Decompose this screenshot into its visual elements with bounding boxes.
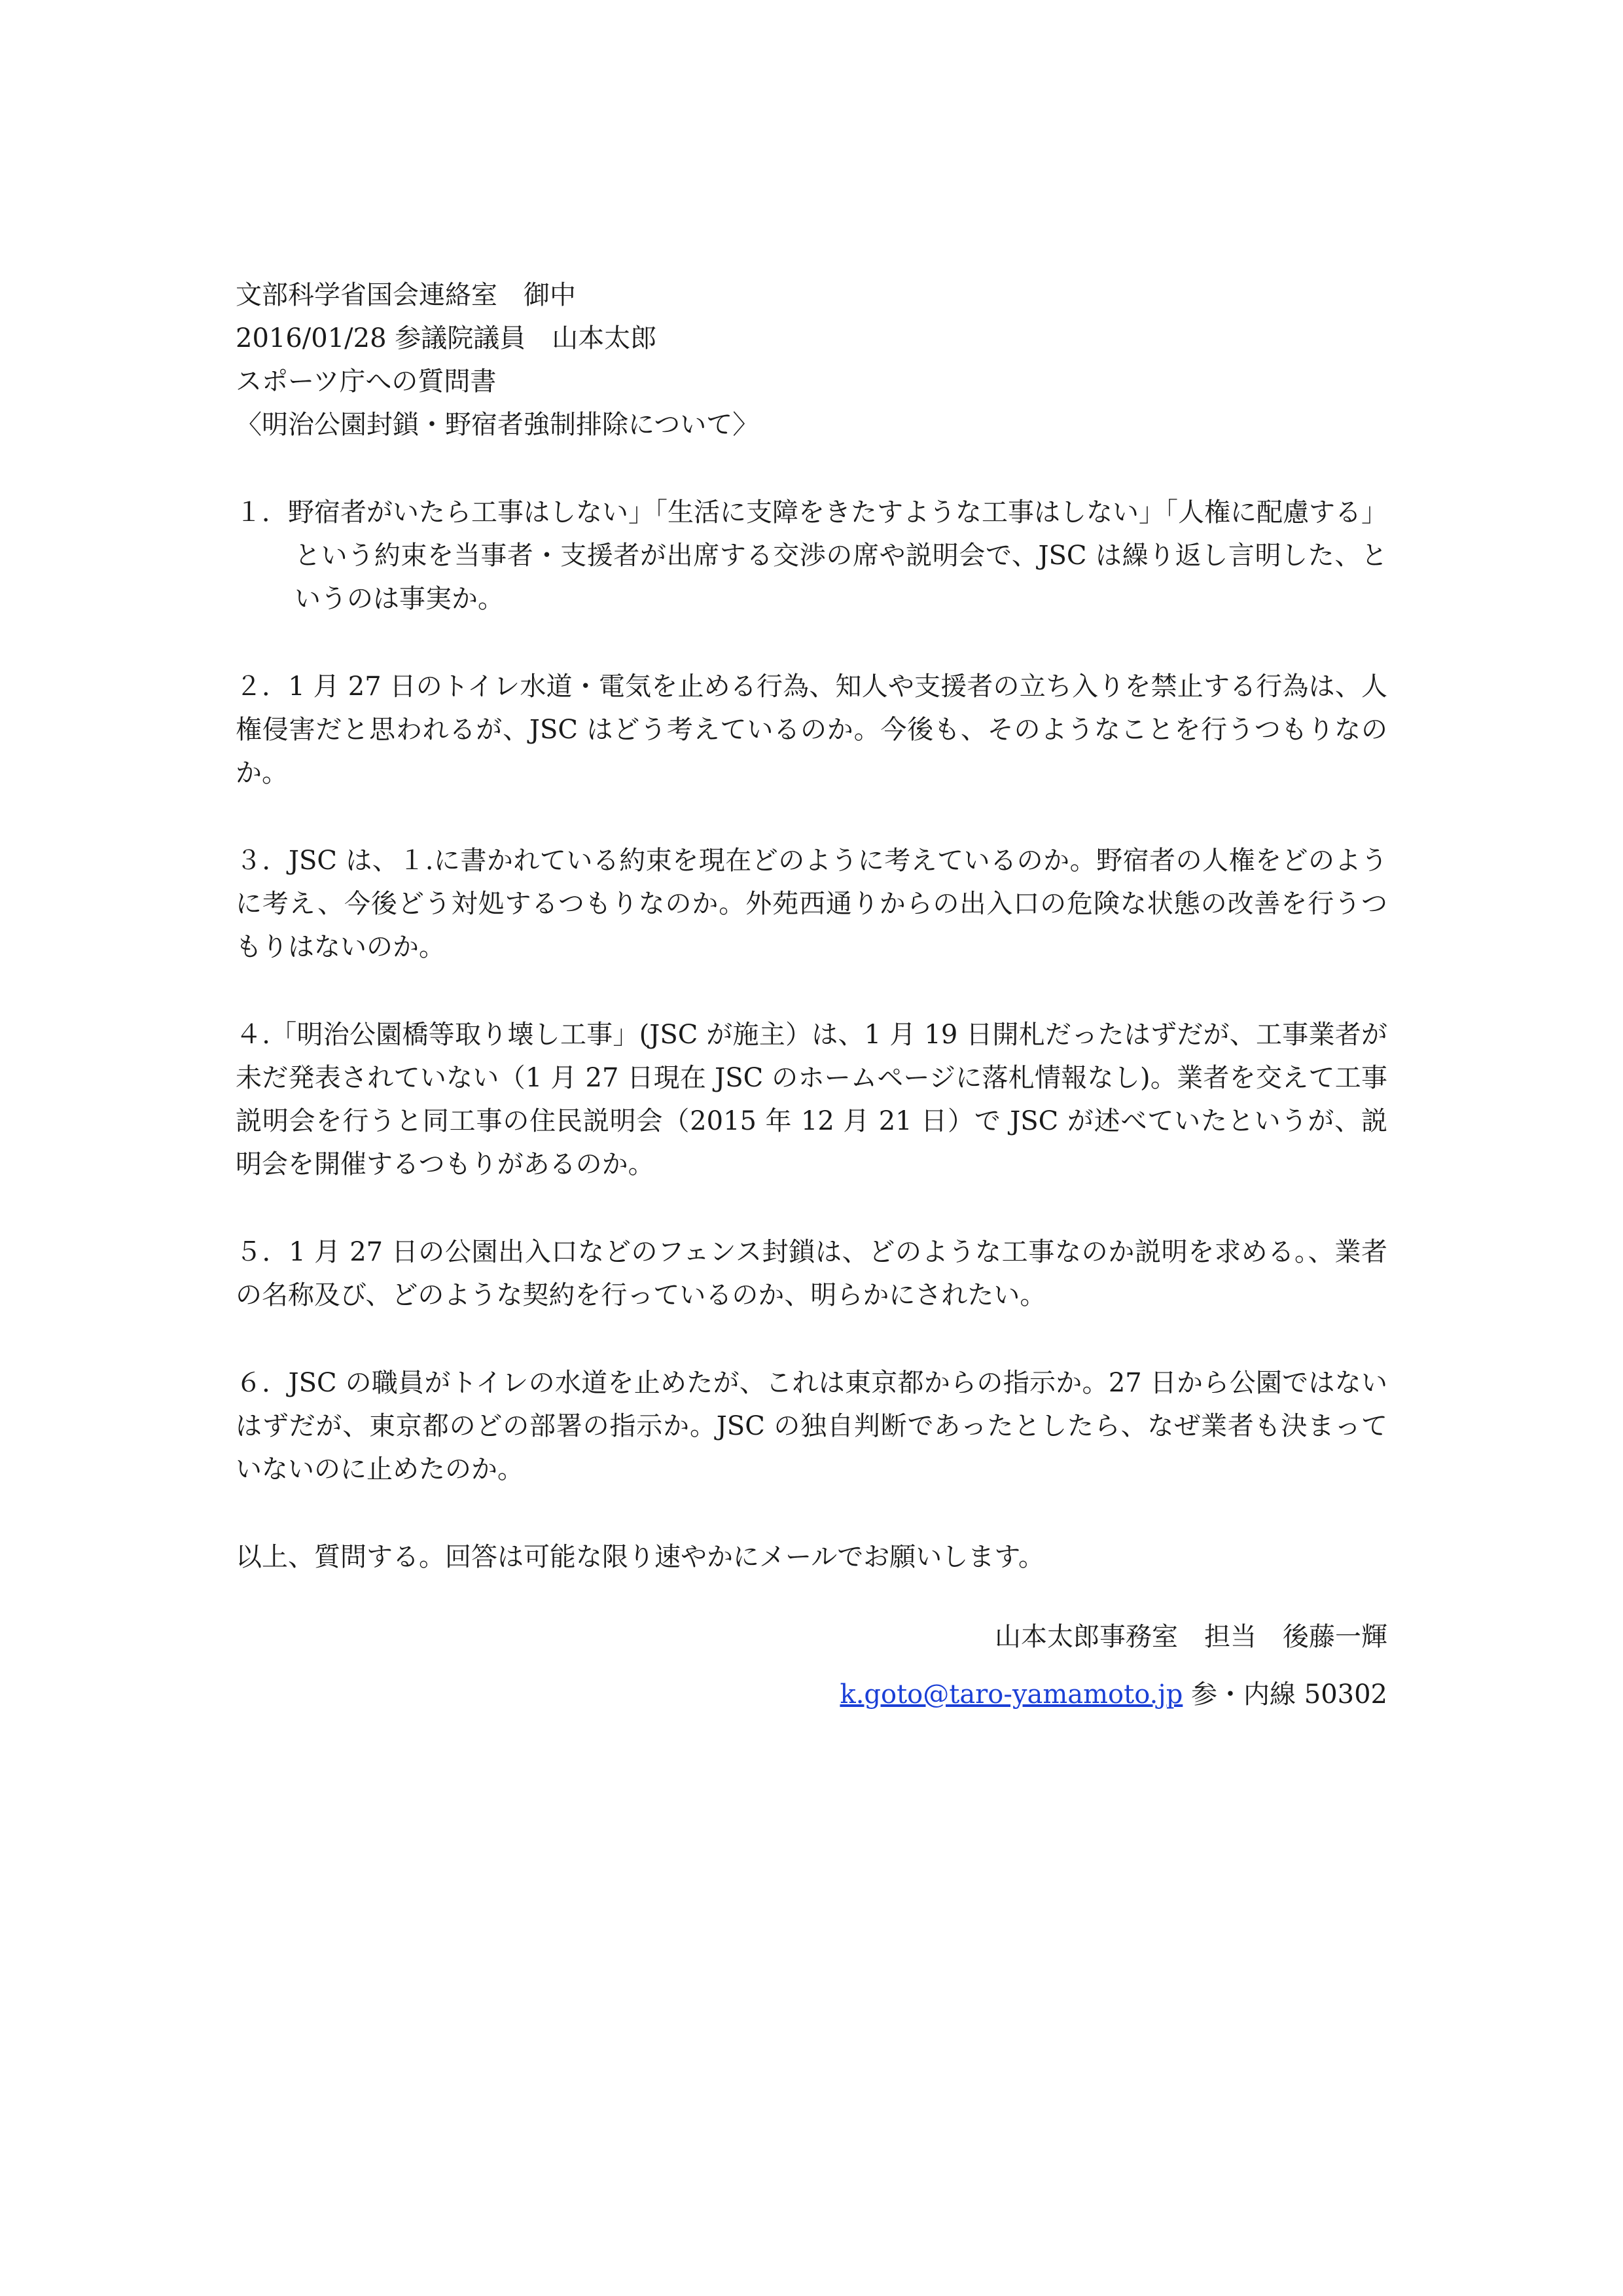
question-3: ３．JSC は、１.に書かれている約束を現在どのように考えているのか。野宿者の人権をどのように考え、今後どう対処するつもりなのか。外苑西通りからの出入口の危険な状態の改善を行うつもりはないのか。 (236, 846, 1387, 962)
question-2: ２．1 月 27 日のトイレ水道・電気を止める行為、知人や支援者の立ち入りを禁止する行為は、人権侵害だと思われるが、JSC はどう考えているのか。今後も、そのようなことを行うつもりなのか。 (236, 672, 1387, 788)
date-and-sender: 2016/01/28 参議院議員 山本太郎 (236, 323, 657, 353)
contact-line (236, 1673, 1387, 1716)
closing-statement: 以上、質問する。回答は可能な限り速やかにメールでお願いします。 (236, 1542, 1044, 1572)
contact-email-link[interactable]: k.goto@taro-yamamoto.jp (840, 1679, 1183, 1710)
question-4: ４.「明治公園橋等取り壊し工事」(JSC が施主）は、1 月 19 日開札だったはずだが、工事業者が未だ発表されていない（1 月 27 日現在 JSC のホームページに落札情報なし)。業者を交えて工事説明会を行うと同工事の住民説明会（2015 年 12 月 21 日）で JSC が述べていたというが、説明会を開催するつもりがあるのか。 (236, 1020, 1387, 1179)
letter-body (236, 274, 1387, 1716)
question-1: １．野宿者がいたら工事はしない」「生活に支障をきたすような工事はしない」「人権に配慮する」という約束を当事者・支援者が出席する交渉の席や説明会で、JSC は繰り返し言明した、というのは事実か。 (236, 497, 1387, 614)
document-title: スポーツ庁への質問書 (236, 367, 497, 397)
contact-name: 山本太郎事務室 担当 後藤一輝 (995, 1622, 1387, 1652)
contact-extension: 参・内線 50302 (1191, 1679, 1387, 1710)
document-subtitle: 〈明治公園封鎖・野宿者強制排除について〉 (236, 410, 759, 440)
addressee: 文部科学省国会連絡室 御中 (236, 280, 576, 310)
question-6: ６．JSC の職員がトイレの水道を止めたが、これは東京都からの指示か。27 日から公園ではないはずだが、東京都のどの部署の指示か。JSC の独自判断であったとしたら、なぜ業者も決まっていないのに止めたのか。 (236, 1368, 1387, 1484)
question-5: ５．1 月 27 日の公園出入口などのフェンス封鎖は、どのような工事なのか説明を求める。、業者の名称及び、どのような契約を行っているのか、明らかにされたい。 (236, 1237, 1387, 1310)
